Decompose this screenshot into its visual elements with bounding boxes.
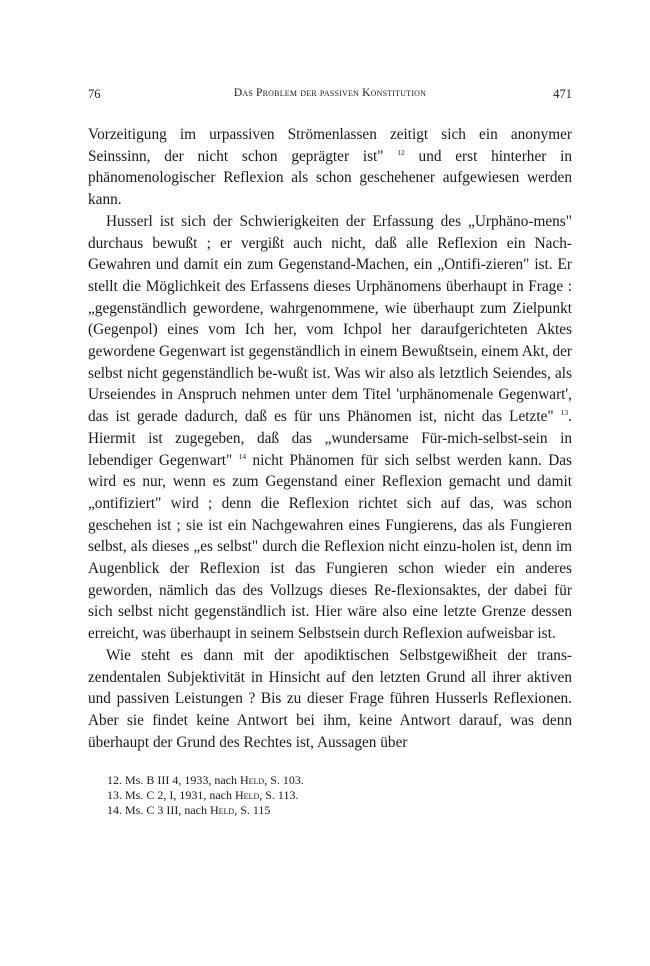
footnote-text: 13. Ms. C 2, I, 1931, nach xyxy=(107,788,235,802)
footnote-author: Held xyxy=(209,803,235,817)
paragraph-text: Vorzeitigung im urpassiven Strömenlassen zeitigt sich ein anonymer Seinssinn, der nicht schon geprägter ist" xyxy=(88,126,572,165)
footnote-text: 12. Ms. B III 4, 1933, nach xyxy=(107,773,240,787)
paragraph-text: nicht Phänomen für sich selbst werden kann. Das wird es nur, wenn es zum Gegenstand einer Reflexion gemacht und damit „ontifiziert" wird ; denn die Reflexion richtet sich auf das, was schon geschehen ist ; sie ist ein Nachgewahren eines Fungierens, das als Fungieren selbst, als dieses „es selbst" durch die Reflexion nicht einzu-holen ist, denn im Augenblick der Reflexion ist das Fungieren schon wieder ein anderes geworden, nämlich das des Vollzugs dieses Re-flexionsaktes, der dabei für sich selbst nicht gegenständlich ist. Hier wäre also eine letzte Grenze dessen erreicht, was überhaupt in seinem Selbstsein durch Reflexion aufweisbar ist. xyxy=(88,451,572,643)
folio-number: 471 xyxy=(553,87,572,101)
footnotes xyxy=(107,773,567,818)
page-header xyxy=(88,87,572,105)
footnote-text: , S. 113. xyxy=(259,788,299,802)
page-number: 76 xyxy=(88,87,101,101)
main-text xyxy=(88,124,572,753)
footnote-text: , S. 103. xyxy=(264,773,304,787)
footnote-text: , S. 115 xyxy=(234,803,271,817)
footnote-text: 14. Ms. C 3 III, nach xyxy=(107,803,210,817)
paragraph-text: Wie steht es dann mit der apodiktischen Selbstgewißheit der trans-zendentalen Subjektivität in Hinsicht auf den letzten Grund all ihrer aktiven und passiven Leistungen ? Bis zu dieser Frage führen Husserls Reflexionen. Aber sie findet keine Antwort bei ihm, keine Antwort darauf, was denn überhaupt der Grund des Rechtes ist, Aussagen über xyxy=(88,646,572,751)
paragraph-1 xyxy=(88,124,572,211)
footnote-author: Held xyxy=(235,788,260,802)
paragraph-text: . Hiermit ist zugegeben, daß das „wundersame Für-mich-selbst-sein in lebendiger Gegenwart" xyxy=(88,408,572,469)
footnote-13 xyxy=(107,788,567,803)
footnote-14 xyxy=(107,803,567,818)
footnote-author: Held xyxy=(239,773,265,787)
paragraph-text: Husserl ist sich der Schwierigkeiten der Erfassung des „Urphäno-mens" durchaus bewußt ; er vergißt auch nicht, daß alle Reflexion ein Nach-Gewahren und damit ein zum Gegenstand-Machen, ein „Ontifi-zieren" ist. Er stellt die Möglichkeit des Erfassens dieses Urphänomens überhaupt in Frage : „gegenständlich gewordene, wahrgenommene, wie überhaupt zum Zielpunkt (Gegenpol) eines vom Ich her, vom Ichpol her daraufgerichteten Aktes gewordene Gegenwart ist gegenständlich in einem Bewußtsein, einem Akt, der selbst nicht gegenständlich be-wußt ist. Was wir also als letztlich Seiendes, als Urseiendes in Anspruch nehmen unter dem Titel 'urphänomenale Gegenwart', das ist gerade dadurch, daß es für uns Phänomen ist, nicht das Letzte" xyxy=(88,212,572,426)
paragraph-2 xyxy=(88,211,572,645)
footnote-12 xyxy=(107,773,567,788)
footnote-ref-13: 13 xyxy=(560,408,569,418)
footnote-ref-12: 12 xyxy=(397,147,405,157)
paragraph-text: und erst hinterher in phänomenologischer Reflexion als schon geschehener aufgewiesen werden kann. xyxy=(88,147,572,209)
running-title: Das Problem der passiven Konstitution xyxy=(233,87,427,99)
footnote-ref-14: 14 xyxy=(238,451,247,461)
paragraph-3 xyxy=(88,645,572,754)
